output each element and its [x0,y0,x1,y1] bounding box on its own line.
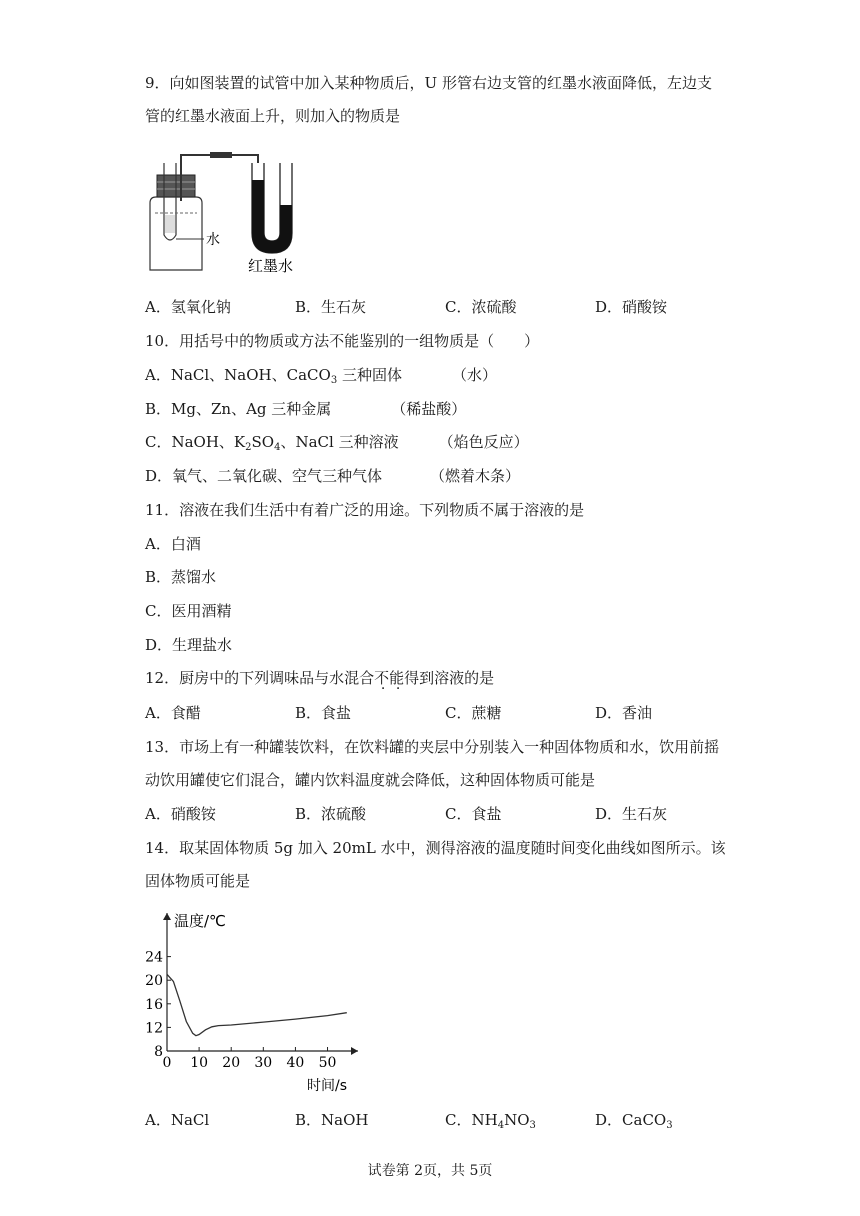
q13-option-d[interactable]: D．生石灰 [595,805,668,823]
chart-y-axis-arrow [163,913,171,920]
page-footer: 试卷第 2页，共 5页 [367,1163,493,1179]
q12-stem: 12．厨房中的下列调味品与水混合不能得到溶液的是 [145,669,495,687]
q9-option-a[interactable]: A．氢氧化钠 [145,298,231,316]
q12-option-b[interactable]: B．食盐 [295,704,352,722]
u-tube-apparatus-figure [140,145,315,275]
chart-x-tick-label: 10 [190,1055,209,1071]
chart-x-axis-arrow [351,1047,358,1055]
q14-stem-line2: 固体物质可能是 [145,872,251,890]
q14-stem-line1: 14．取某固体物质 5g 加入 20mL 水中，测得溶液的温度随时间变化曲线如图所示。该 [145,839,726,857]
q10-stem: 10．用括号中的物质或方法不能鉴别的一组物质是（ ） [145,332,540,350]
chart-y-tick-label: 20 [145,973,163,990]
chart-x-axis-label: 时间/s [307,1078,348,1094]
q14-option-a[interactable]: A．NaCl [145,1111,210,1129]
chart-x-tick-label: 30 [254,1055,273,1071]
q14-option-b[interactable]: B．NaOH [295,1111,369,1129]
chart-series-line [167,974,347,1035]
q10-option-c[interactable]: C．NaOH、$K_2SO_4$、NaCl 三种溶液 （焰色反应） [145,433,529,453]
q11-option-b[interactable]: B．蒸馏水 [145,568,217,586]
q13-stem-line2: 动饮用罐使它们混合，罐内饮料温度就会降低，这种固体物质可能是 [145,771,596,789]
chart-y-tick-label: 12 [145,1020,163,1037]
q14-option-c[interactable]: C．$NH_4NO_3$ [445,1111,536,1131]
q10-option-b[interactable]: B．Mg、Zn、Ag 三种金属 （稀盐酸） [145,400,467,418]
q13-stem-line1: 13．市场上有一种罐装饮料，在饮料罐的夹层中分别装入一种固体物质和水，饮用前摇 [145,738,720,756]
q12-option-a[interactable]: A．食醋 [145,704,201,722]
q13-option-a[interactable]: A．硝酸铵 [145,805,216,823]
chart-x-tick-label: 50 [318,1055,337,1071]
q12-option-c[interactable]: C．蔗糖 [445,704,502,722]
chart-x-tick-label: 0 [162,1055,172,1071]
chart-x-tick-label: 40 [286,1055,305,1071]
q9-option-b[interactable]: B．生石灰 [295,298,367,316]
q13-option-b[interactable]: B．浓硫酸 [295,805,367,823]
q13-option-c[interactable]: C．食盐 [445,805,502,823]
q14-option-d[interactable]: D．CaCO$_3$ [595,1111,673,1131]
q12-option-d[interactable]: D．香油 [595,704,653,722]
q11-option-d[interactable]: D．生理盐水 [145,636,233,654]
chart-x-tick-label: 20 [222,1055,241,1071]
q9-option-c[interactable]: C．浓硫酸 [445,298,517,316]
chart-y-tick-label: 8 [154,1044,163,1060]
q9-stem-line2: 管的红墨水液面上升，则加入的物质是 [145,107,401,125]
q9-stem-line1: 9．向如图装置的试管中加入某种物质后，U 形管右边支管的红墨水液面降低，左边支 [145,74,712,92]
chart-y-axis-label: 温度/℃ [174,912,226,930]
chart-y-tick-label: 16 [145,996,163,1013]
q11-option-a[interactable]: A．白酒 [145,535,201,553]
temperature-time-chart [140,905,370,1095]
q10-option-a[interactable]: A．NaCl、NaOH、CaCO$_3$ 三种固体 （水） [145,366,497,386]
label-red-ink: 红墨水 [248,257,294,275]
q10-option-d[interactable]: D．氧气、二氧化碳、空气三种气体 （燃着木条） [145,467,521,485]
q11-stem: 11．溶液在我们生活中有着广泛的用途。下列物质不属于溶液的是 [145,501,585,519]
q11-option-c[interactable]: C．医用酒精 [145,602,232,620]
q9-option-d[interactable]: D．硝酸铵 [595,298,668,316]
chart-y-tick-label: 24 [145,949,163,966]
label-water: 水 [206,232,220,248]
